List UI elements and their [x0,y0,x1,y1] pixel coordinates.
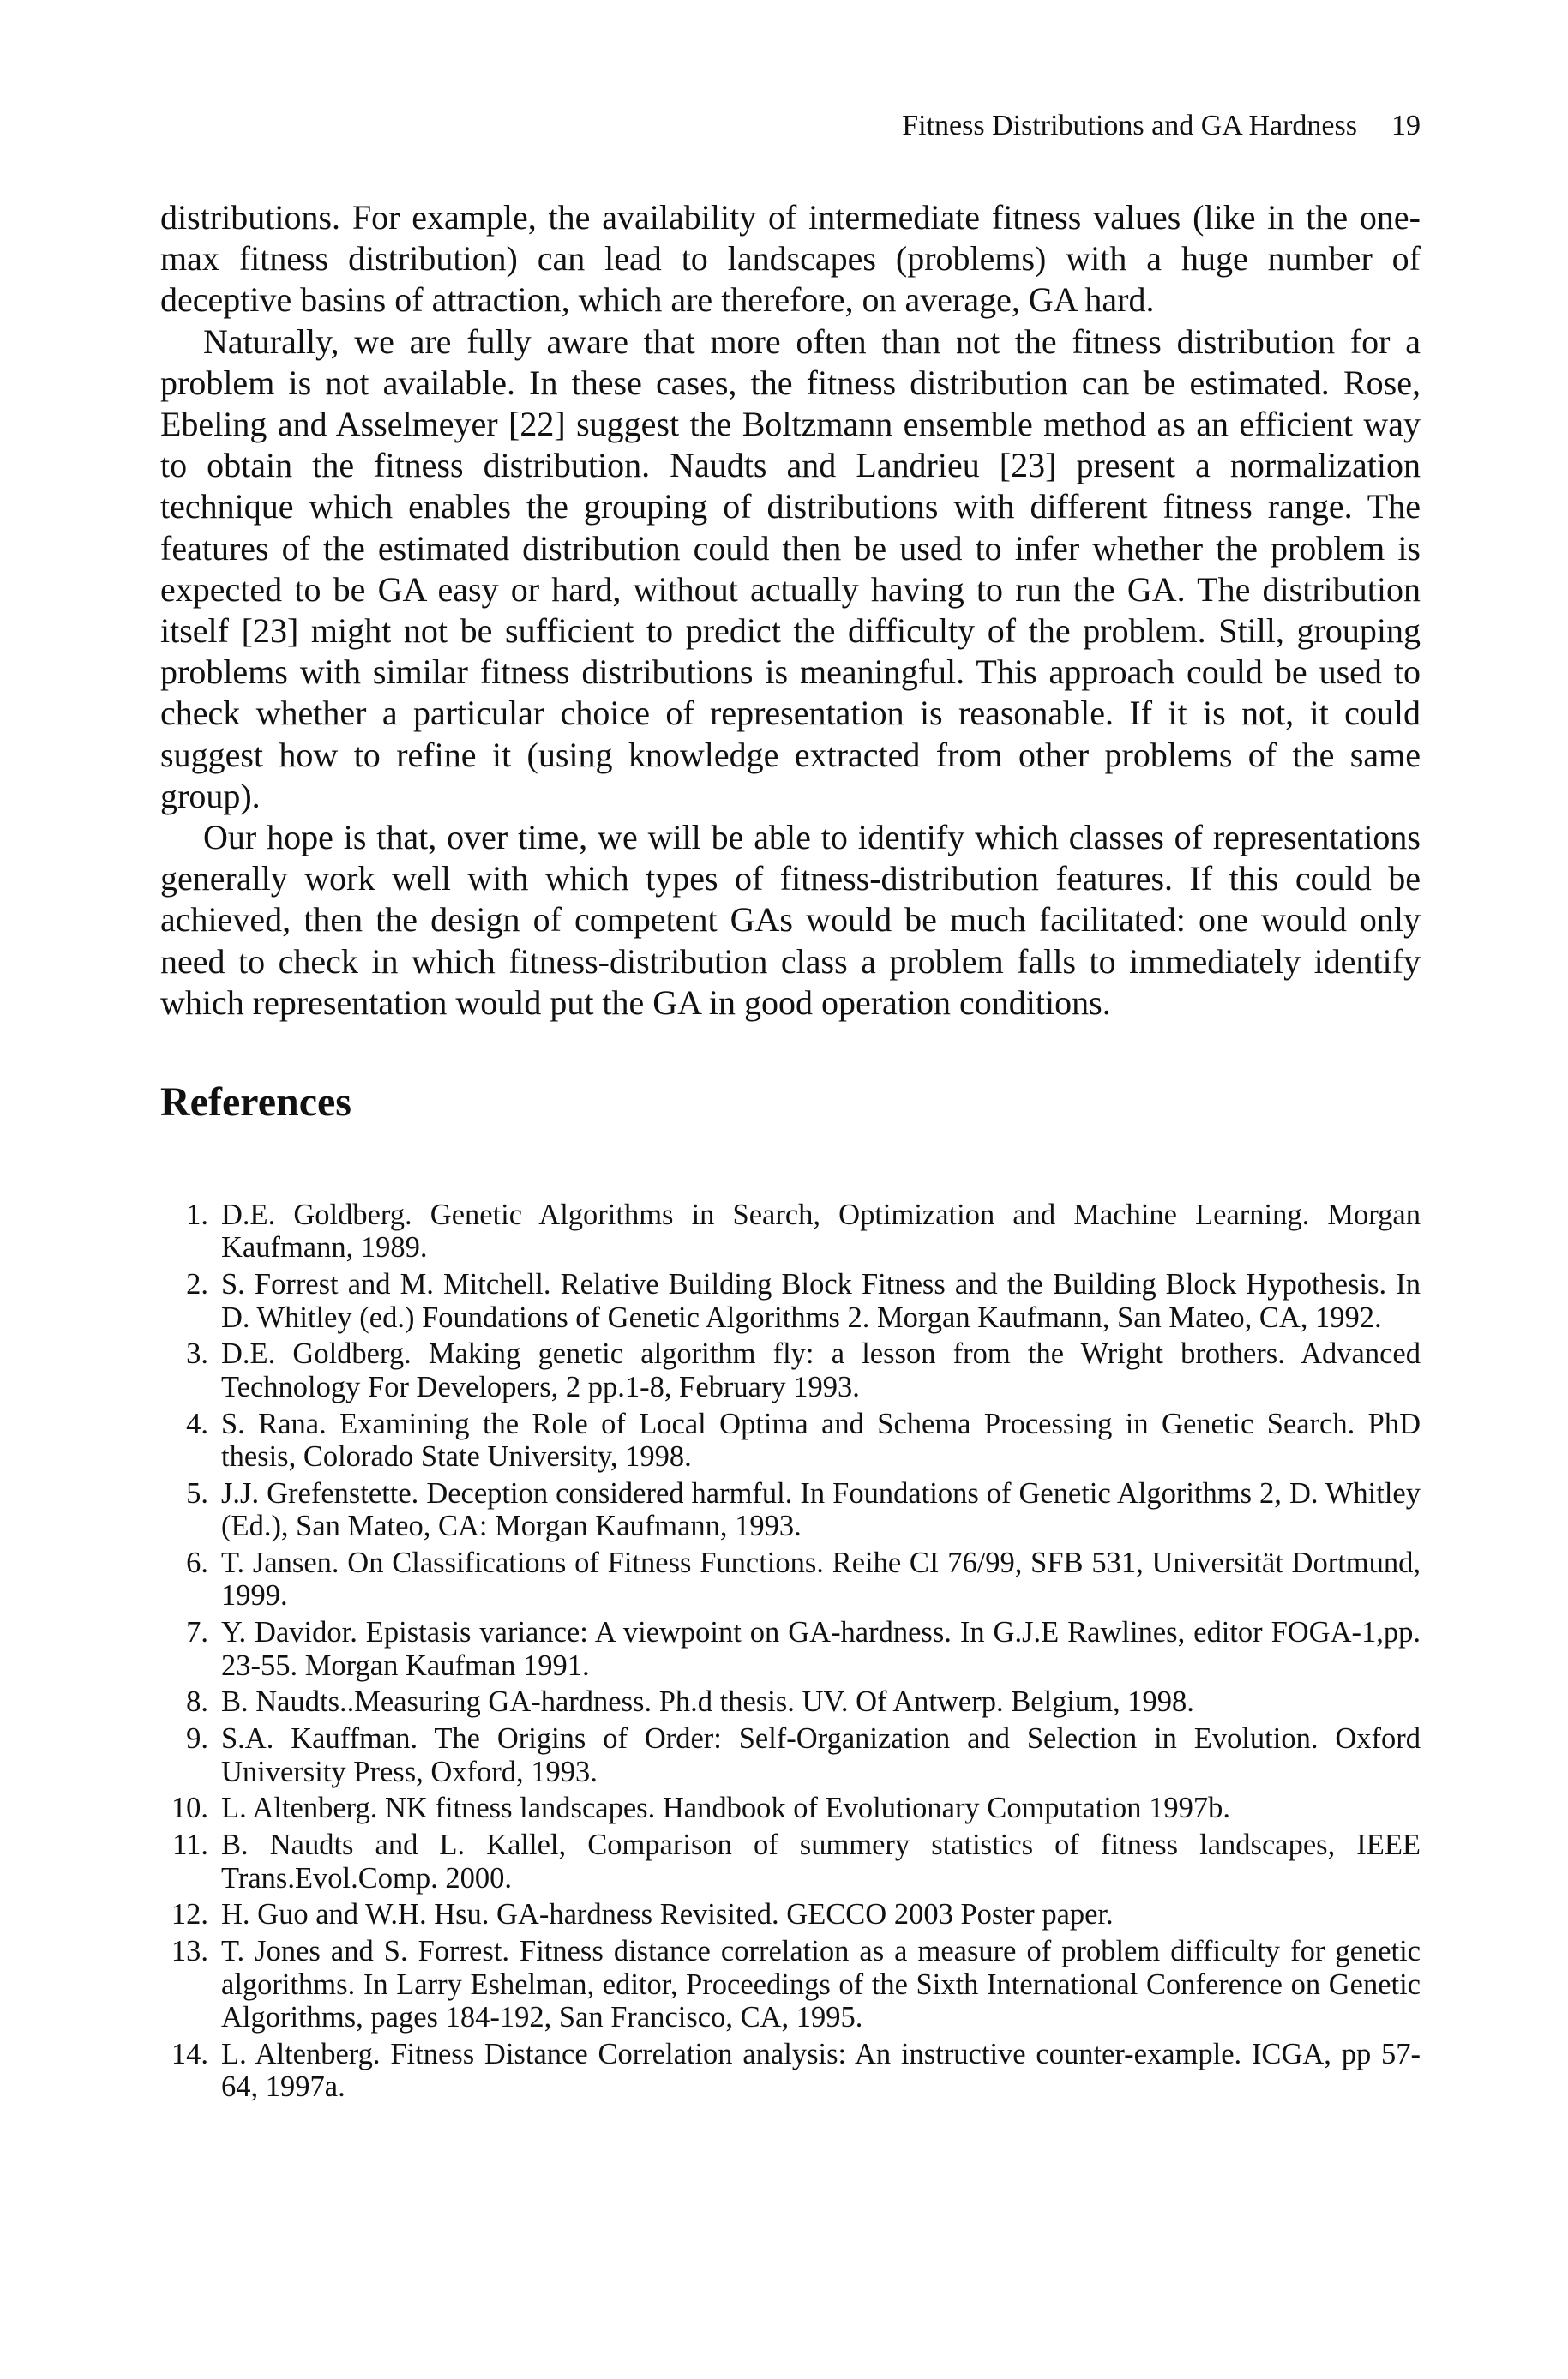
reference-number: 5. [186,1476,208,1510]
reference-number: 14. [171,2037,208,2070]
reference-number: 6. [186,1547,208,1580]
paragraph: Our hope is that, over time, we will be able to identify which classes of representations generally work well with which types of fitness-distribution features. If this could be achieved, then the design of competent GAs would be much facilitated: one would only need to check in which fitness-distribution class a problem falls to immediately identify which representation would put the GA in good operation conditions. [160,818,1421,1022]
reference-text: D.E. Goldberg. Making genetic algorithm fly: a lesson from the Wright brothers. Advanced Technology For Developers, 2 pp.1-8, February 1993. [221,1337,1421,1403]
reference-number: 3. [186,1337,208,1371]
reference-text: Y. Davidor. Epistasis variance: A viewpoint on GA-hardness. In G.J.E Rawlines, editor FOGA-1,pp. 23-55. Morgan Kaufman 1991. [221,1616,1421,1682]
reference-text: H. Guo and W.H. Hsu. GA-hardness Revisited. GECCO 2003 Poster paper. [221,1898,1114,1931]
reference-item [160,1898,1421,1931]
running-title: Fitness Distributions and GA Hardness [902,110,1357,141]
reference-item [160,1829,1421,1895]
reference-item [160,1792,1421,1824]
reference-number: 11. [172,1829,208,1862]
references-heading: References [160,1079,351,1125]
reference-number: 1. [186,1199,208,1231]
reference-list [160,1199,1421,2107]
reference-item [160,1935,1421,2034]
reference-item [160,1547,1421,1613]
reference-item [160,1268,1421,1334]
reference-number: 8. [186,1685,208,1719]
reference-text: T. Jones and S. Forrest. Fitness distance correlation as a measure of problem difficulty for genetic algorithms. In Larry Eshelman, editor, Proceedings of the Sixth International Conference on Genetic Algorithms, pages 184-192, San Francisco, CA, 1995. [221,1935,1421,2034]
reference-text: S. Rana. Examining the Role of Local Optima and Schema Processing in Genetic Search. PhD thesis, Colorado State University, 1998. [221,1407,1421,1474]
reference-number: 12. [171,1898,208,1931]
running-head [902,109,1421,143]
reference-item [160,1337,1421,1403]
reference-text: B. Naudts and L. Kallel, Comparison of summery statistics of fitness landscapes, IEEE Trans.Evol.Comp. 2000. [221,1829,1421,1895]
reference-item [160,1722,1421,1788]
reference-text: S.A. Kauffman. The Origins of Order: Self-Organization and Selection in Evolution. Oxford University Press, Oxford, 1993. [221,1722,1421,1788]
reference-text: D.E. Goldberg. Genetic Algorithms in Search, Optimization and Machine Learning. Morgan Kaufmann, 1989. [221,1199,1421,1265]
reference-text: B. Naudts..Measuring GA-hardness. Ph.d thesis. UV. Of Antwerp. Belgium, 1998. [221,1685,1194,1719]
reference-number: 10. [171,1792,208,1825]
reference-text: T. Jansen. On Classifications of Fitness Functions. Reihe CI 76/99, SFB 531, Universität Dortmund, 1999. [221,1547,1421,1613]
reference-text: S. Forrest and M. Mitchell. Relative Building Block Fitness and the Building Block Hypothesis. In D. Whitley (ed.) Foundations of Genetic Algorithms 2. Morgan Kaufmann, San Mateo, CA, 1992. [221,1268,1421,1334]
reference-item [160,1408,1421,1474]
body-text [160,197,1421,1024]
reference-item [160,1616,1421,1682]
reference-item [160,2038,1421,2104]
paragraph: Naturally, we are fully aware that more often than not the fitness distribution for a problem is not available. In these cases, the fitness distribution can be estimated. Rose, Ebeling and Asselmeyer [22] suggest the Boltzmann ensemble method as an efficient way to obtain the fitness distribution. Naudts and Landrieu [23] present a normalization technique which enables the grouping of distributions with different fitness range. The features of the estimated distribution could then be used to infer whether the problem is expected to be GA easy or hard, without actually having to run the GA. The distribution itself [23] might not be sufficient to predict the difficulty of the problem. Still, grouping problems with similar fitness distributions is meaningful. This approach could be used to check whether a particular choice of representation is reasonable. If it is not, it could suggest how to refine it (using knowledge extracted from other problems of the same group). [160,321,1421,815]
page-number: 19 [1391,110,1421,141]
paragraph: distributions. For example, the availability of intermediate fitness values (like in the one-max fitness distribution) can lead to landscapes (problems) with a huge number of deceptive basins of attraction, which are therefore, on average, GA hard. [160,198,1421,320]
reference-number: 7. [186,1616,208,1649]
reference-number: 13. [171,1935,208,1968]
reference-number: 9. [186,1722,208,1756]
reference-text: L. Altenberg. Fitness Distance Correlation analysis: An instructive counter-example. ICGA, pp 57-64, 1997a. [221,2037,1421,2104]
reference-item [160,1685,1421,1718]
reference-item [160,1477,1421,1543]
reference-number: 4. [186,1407,208,1440]
reference-text: L. Altenberg. NK fitness landscapes. Handbook of Evolutionary Computation 1997b. [221,1792,1230,1825]
reference-item [160,1199,1421,1265]
reference-text: J.J. Grefenstette. Deception considered harmful. In Foundations of Genetic Algorithms 2, D. Whitley (Ed.), San Mateo, CA: Morgan Kaufmann, 1993. [221,1476,1421,1543]
reference-number: 2. [186,1268,208,1301]
